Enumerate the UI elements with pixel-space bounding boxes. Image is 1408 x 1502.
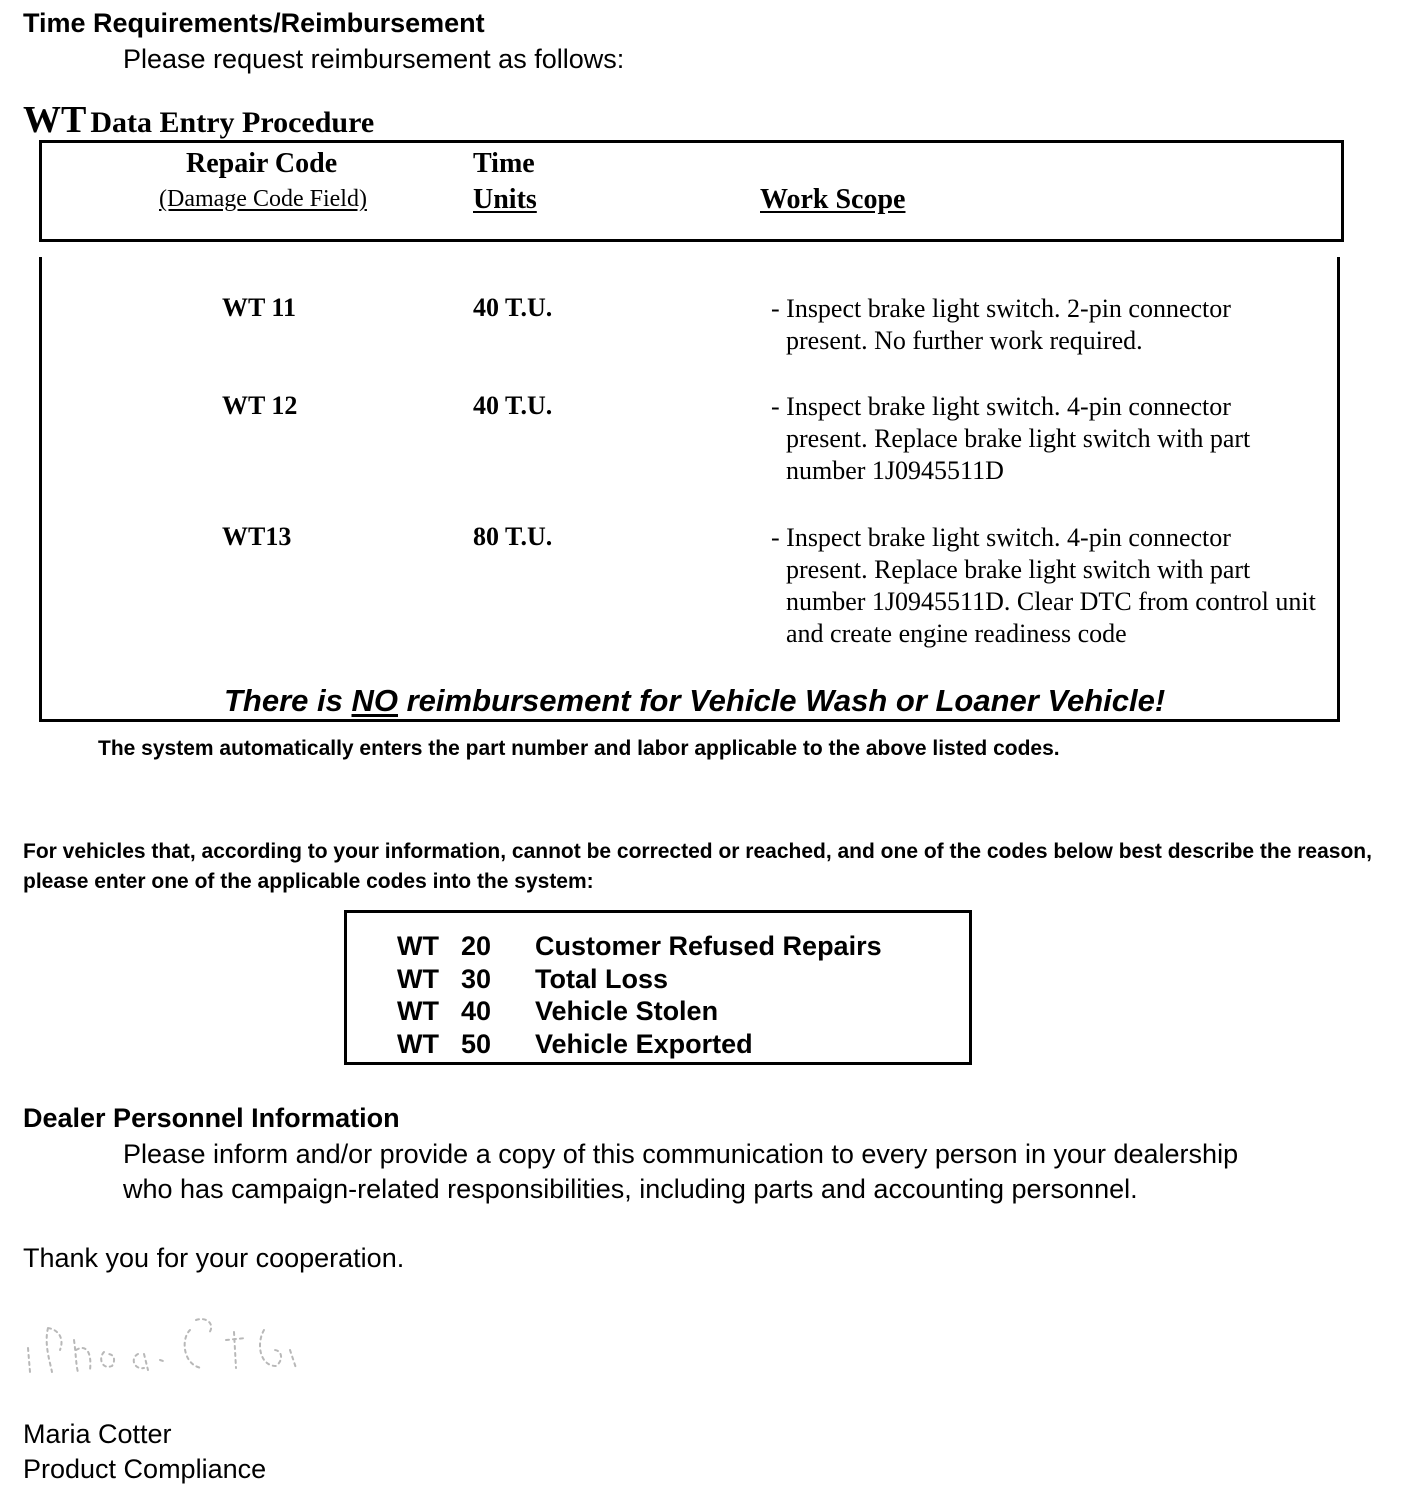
unreachable-paragraph: For vehicles that, according to your information, cannot be corrected or reached, and one of the codes below best describe the reason, please enter one of the applicable codes into the system: [23, 840, 1372, 893]
row-scope [771, 293, 1316, 357]
col-header-work-scope: Work Scope [760, 184, 906, 215]
code-prefix: WT [397, 1029, 439, 1059]
dealer-section-line1: Please inform and/or provide a copy of this communication to every person in your dealership [123, 1139, 1239, 1169]
code-label: Vehicle Stolen [535, 996, 719, 1026]
code-number: 50 [461, 1029, 492, 1059]
procedure-title [23, 98, 374, 142]
code-prefix: WT [397, 996, 439, 1026]
system-note: The system automatically enters the part number and labor applicable to the above listed codes. [98, 737, 1060, 760]
col-header-units: Units [473, 184, 537, 215]
code-row [397, 996, 718, 1027]
row-scope-rest: present. No further work required. [786, 326, 1143, 355]
row-scope-rest: present. Replace brake light switch with part number 1J0945511D [786, 424, 1251, 485]
row-time: 40 T.U. [473, 293, 553, 322]
row-scope-line1: - Inspect brake light switch. 2-pin connector [771, 294, 1231, 323]
no-reimbursement-before: There is [224, 683, 352, 718]
code-prefix: WT [397, 931, 439, 961]
row-scope-rest: present. Replace brake light switch with part number 1J0945511D. Clear DTC from control unit and create engine readiness code [786, 555, 1316, 648]
no-reimbursement-emphasis: NO [351, 683, 398, 718]
procedure-title-rest: Data Entry Procedure [90, 106, 375, 139]
code-label: Total Loss [535, 964, 669, 994]
row-time: 40 T.U. [473, 391, 553, 420]
time-section-intro: Please request reimbursement as follows: [123, 44, 625, 74]
time-section-title: Time Requirements/Reimbursement [23, 8, 485, 38]
code-row [397, 964, 668, 995]
row-code: WT13 [222, 522, 292, 551]
code-row [397, 1029, 753, 1060]
row-code: WT 12 [222, 391, 298, 420]
code-number: 30 [461, 964, 492, 994]
signer-name: Maria Cotter [23, 1419, 172, 1449]
dealer-section-title: Dealer Personnel Information [23, 1103, 400, 1133]
closing-text: Thank you for your cooperation. [23, 1243, 405, 1273]
signer-title: Product Compliance [23, 1454, 267, 1484]
code-prefix: WT [397, 964, 439, 994]
code-number: 40 [461, 996, 492, 1026]
code-label: Vehicle Exported [535, 1029, 753, 1059]
row-scope [771, 522, 1316, 650]
row-code: WT 11 [222, 293, 296, 322]
row-scope-line1: - Inspect brake light switch. 4-pin connector [771, 392, 1231, 421]
col-header-time: Time [473, 148, 535, 179]
col-header-repair-code: Repair Code [186, 148, 338, 179]
row-time: 80 T.U. [473, 522, 553, 551]
row-scope-line1: - Inspect brake light switch. 4-pin connector [771, 523, 1231, 552]
no-reimbursement-notice [224, 683, 1165, 719]
col-header-repair-code-sub: (Damage Code Field) [159, 186, 367, 212]
procedure-title-prefix: WT [23, 99, 87, 141]
no-reimbursement-after: reimbursement for Vehicle Wash or Loaner Vehicle! [398, 683, 1166, 718]
code-label: Customer Refused Repairs [535, 931, 882, 961]
signature-image [20, 1310, 320, 1390]
code-number: 20 [461, 931, 492, 961]
row-scope [771, 391, 1316, 487]
code-row [397, 931, 882, 962]
dealer-section-line2: who has campaign-related responsibilities, including parts and accounting personnel. [123, 1174, 1138, 1204]
